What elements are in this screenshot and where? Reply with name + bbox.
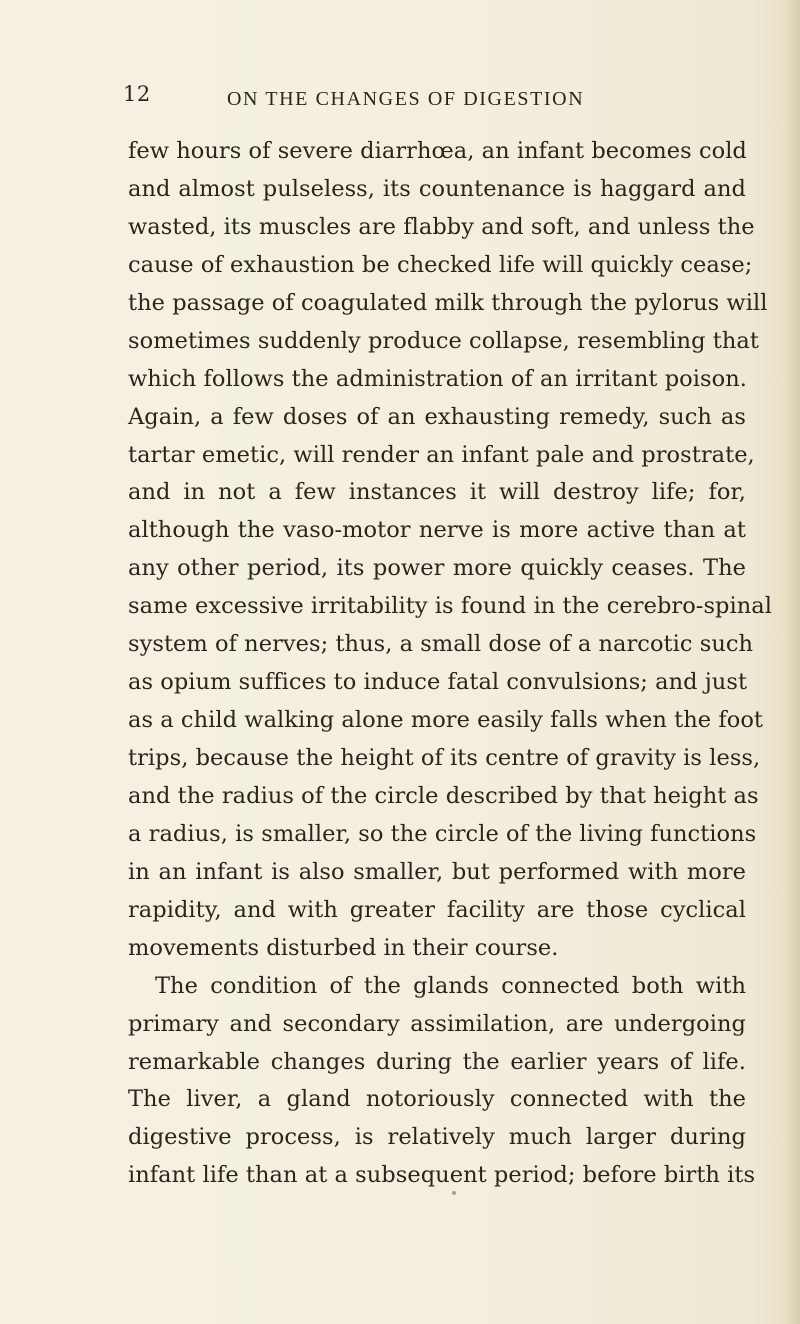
text-line: wasted, its muscles are flabby and soft, and unless the [128, 213, 755, 240]
text-line: which follows the administration of an irritant poison. [128, 365, 747, 392]
running-head: ON THE CHANGES OF DIGESTION [227, 88, 585, 110]
text-line: rapidity, and with greater facility are those cyclical [128, 896, 746, 923]
text-line: any other period, its power more quickly ceases. The [128, 555, 746, 582]
text-line: tartar emetic, will render an infant pale and prostrate, [128, 441, 755, 468]
body-text [128, 133, 772, 1195]
text-line: and the radius of the circle described by that height as [128, 782, 759, 809]
page-header [0, 82, 800, 116]
text-line: remarkable changes during the earlier years of life. [128, 1048, 746, 1075]
text-line: a radius, is smaller, so the circle of the living functions [128, 820, 757, 847]
paragraph-start-line: The condition of the glands connected both with [155, 972, 746, 999]
text-line: infant life than at a subsequent period; before birth its [128, 1162, 756, 1189]
text-line: system of nerves; thus, a small dose of a narcotic such [128, 631, 754, 658]
text-line: sometimes suddenly produce collapse, resembling that [128, 327, 759, 354]
text-line: few hours of severe diarrhœa, an infant becomes cold [128, 138, 747, 164]
text-line: The liver, a gland notoriously connected with the [128, 1086, 746, 1113]
text-line: as opium suffices to induce fatal convulsions; and just [128, 669, 748, 696]
paragraph-end-line: movements disturbed in their course. [128, 934, 559, 961]
text-line: in an infant is also smaller, but performed with more [128, 858, 746, 885]
text-line: same excessive irritability is found in the cerebro-spinal [128, 593, 772, 620]
page-number: 12 [123, 82, 151, 106]
text-line: cause of exhaustion be checked life will quickly cease; [128, 251, 753, 278]
text-line: digestive process, is relatively much larger during [128, 1124, 746, 1151]
text-line: the passage of coagulated milk through the pylorus will [128, 289, 768, 316]
text-line: although the vaso-motor nerve is more active than at [128, 517, 746, 544]
text-line: and almost pulseless, its countenance is haggard and [128, 175, 746, 202]
text-line: primary and secondary assimilation, are undergoing [128, 1010, 746, 1037]
text-line: trips, because the height of its centre of gravity is less, [128, 745, 761, 771]
page-edge-shadow [786, 0, 800, 1324]
text-line: and in not a few instances it will destroy life; for, [128, 479, 746, 506]
paper-speck [452, 1191, 456, 1195]
text-line: Again, a few doses of an exhausting remedy, such as [128, 403, 746, 430]
text-line: as a child walking alone more easily falls when the foot [128, 707, 764, 734]
